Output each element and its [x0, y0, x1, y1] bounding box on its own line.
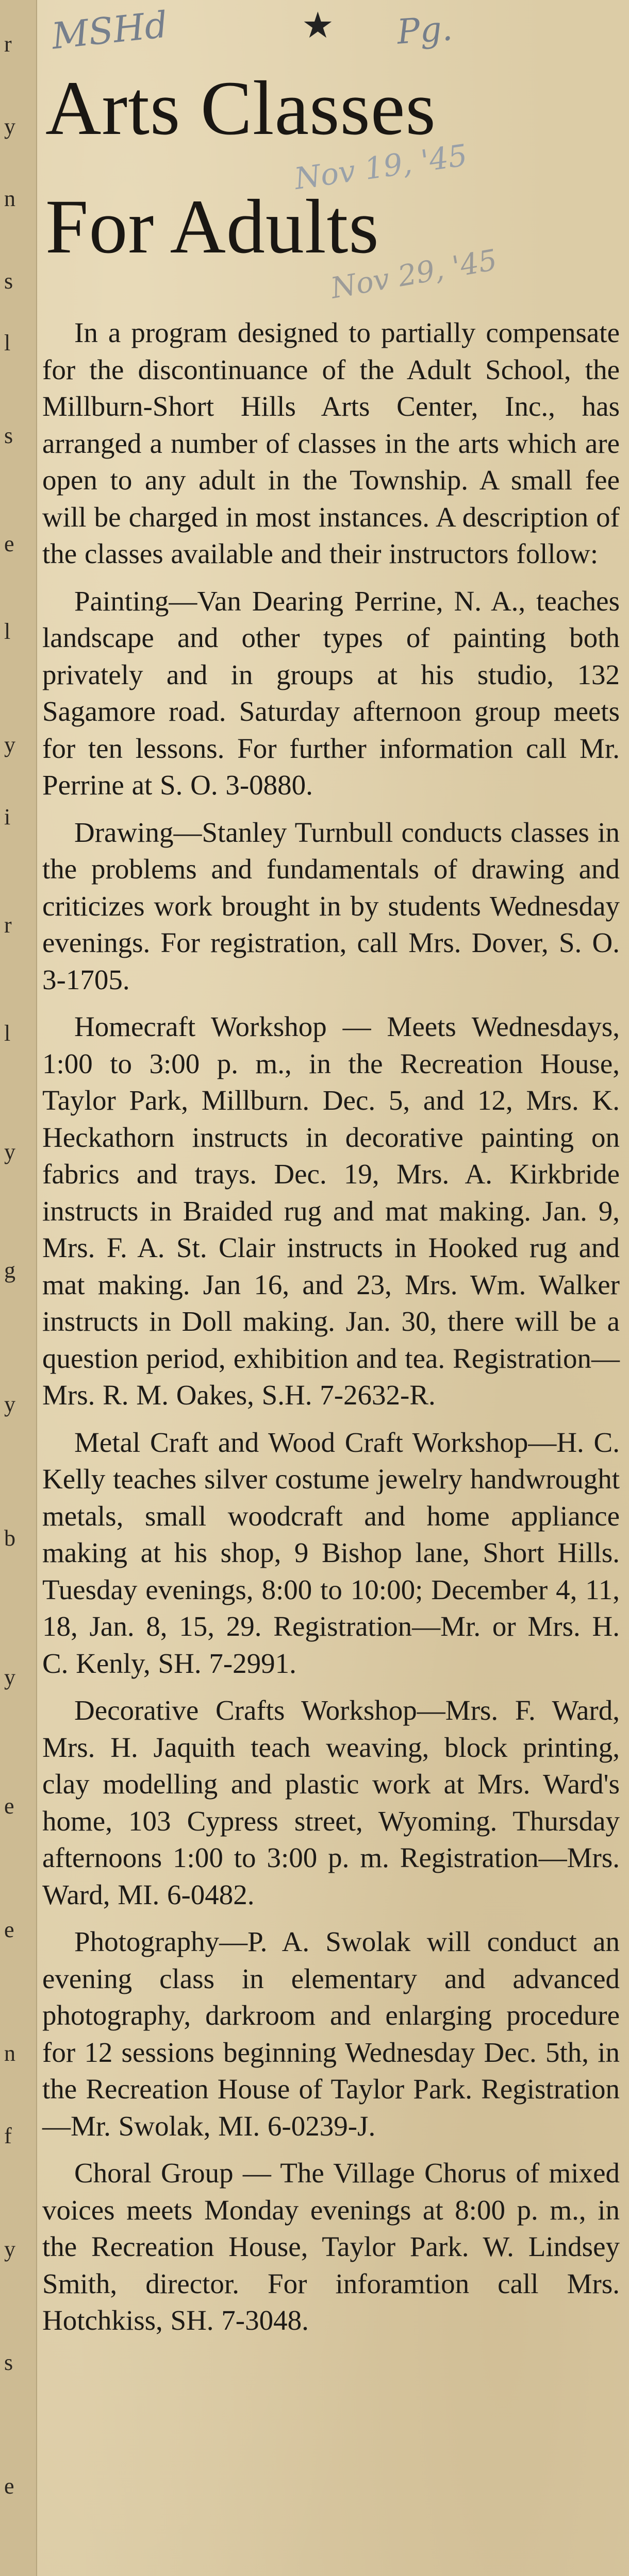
fragment-char: y: [4, 114, 15, 139]
date-stamp: Nov 29, '45: [328, 243, 500, 306]
fragment-char: y: [4, 1392, 15, 1417]
paragraph-choral-group: Choral Group — The Village Chorus of mixed voices meets Monday evenings at 8:00 p. m., in the Recreation House, Taylor Park. W. Lindsey Smith, director. For inforamtion call Mrs. Hotchkiss, SH. 7-3048.: [42, 2157, 620, 2336]
fragment-char: s: [4, 268, 13, 294]
headline-line-2: For Adults: [45, 184, 379, 269]
fragment-char: y: [4, 1665, 15, 1690]
fragment-char: n: [4, 2041, 15, 2066]
fragment-char: e: [4, 2473, 14, 2499]
paragraph-decorative-crafts: Decorative Crafts Workshop—Mrs. F. Ward, Mrs. H. Jaquith teach weaving, block printing, clay modelling and plastic work at Mrs. Ward's home, 103 Cypress street, Wyoming. Thursday afternoons 1:00 to 3:00 p. m. Registration—Mrs. Ward, MI. 6-0482.: [42, 1694, 620, 1910]
fragment-char: l: [4, 619, 11, 644]
fragment-char: l: [4, 330, 11, 355]
paragraph-photography: Photography—P. A. Swolak will conduct an evening class in elementary and advanced photography, darkroom and enlarging procedure for 12 sessions beginning Wednesday Dec. 5th, in the Recreation House of Taylor Park. Registration—Mr. Swolak, MI. 6-0239-J.: [42, 1926, 620, 2142]
paragraph-metal-wood-craft: Metal Craft and Wood Craft Workshop—H. C. Kelly teaches silver costume jewelry handwrought metals, small woodcraft and home appliance making at his shop, 9 Bishop lane, Short Hills. Tuesday evenings, 8:00 to 10:00; December 4, 11, 18, Jan. 8, 15, 29. Registration—Mr. or Mrs. H. C. Kenly, SH. 7-2991.: [42, 1426, 620, 1679]
fragment-char: s: [4, 2350, 13, 2375]
fragment-char: g: [4, 1258, 15, 1283]
paragraph-intro: In a program designed to partially compensate for the discontinuance of the Adult School, the Millburn-Short Hills Arts Center, Inc., has arranged a number of classes in the arts which are open to any adult in the Township. A small fee will be charged in most instances. A description of the classes available and their instructors follow:: [42, 317, 620, 569]
paragraph-painting: Painting—Van Dearing Perrine, N. A., teaches landscape and other types of painting both privately and in groups at his studio, 132 Sagamore road. Saturday afternoon group meets for ten lessons. For further information call Mr. Perrine at S. O. 3-0880.: [42, 585, 620, 801]
handwritten-note-top-left: MSHd: [49, 3, 170, 58]
fragment-char: e: [4, 1917, 14, 1942]
fragment-char: l: [4, 1021, 11, 1046]
fragment-char: n: [4, 186, 15, 211]
fragment-char: r: [4, 912, 12, 938]
fragment-char: r: [4, 31, 12, 57]
fragment-char: f: [4, 2123, 12, 2148]
date-stamp: Nov 19, '45: [292, 137, 470, 197]
handwritten-note-top-right: Pg.: [395, 8, 454, 52]
fragment-char: y: [4, 2236, 15, 2262]
article-body: [42, 314, 620, 2349]
fragment-char: y: [4, 1139, 15, 1164]
fragment-char: b: [4, 1526, 15, 1551]
paragraph-drawing: Drawing—Stanley Turnbull conducts classes in the problems and fundamentals of drawing and criticizes work brought in by students Wednesday evenings. For registration, call Mrs. Dover, S. O. 3-1705.: [42, 816, 620, 995]
fragment-char: e: [4, 531, 14, 556]
adjacent-column-fragment: [0, 0, 37, 2576]
fragment-char: e: [4, 1793, 14, 1819]
star-icon: ★: [302, 6, 334, 46]
fragment-char: i: [4, 804, 11, 829]
headline-line-1: Arts Classes: [45, 65, 436, 151]
fragment-char: y: [4, 732, 15, 757]
fragment-char: s: [4, 423, 13, 448]
paragraph-homecraft: Homecraft Workshop — Meets Wednesdays, 1:00 to 3:00 p. m., in the Recreation House, Taylor Park, Millburn. Dec. 5, and 12, Mrs. K. Heckathorn instructs in decorative painting on fabrics and trays. Dec. 19, Mrs. A. Kirkbride instructs in Braided rug and mat making. Jan. 9, Mrs. F. A. St. Clair instructs in Hooked rug and mat making. Jan 16, and 23, Mrs. Wm. Walker instructs in Doll making. Jan. 30, there will be a question period, exhibition and tea. Registration—Mrs. R. M. Oakes, S.H. 7-2632-R.: [42, 1011, 620, 1411]
